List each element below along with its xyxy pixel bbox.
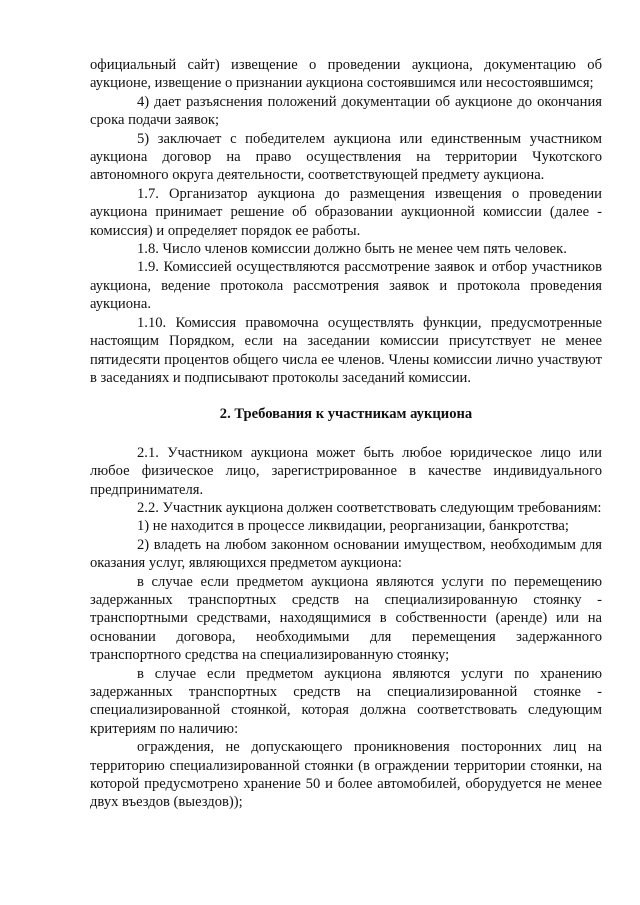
paragraph-2-1: 2.1. Участником аукциона может быть любое юридическое лицо или любое физическое лицо, зарегистрированное в качестве индивидуального предпринимателя.: [90, 444, 602, 498]
paragraph-fencing: ограждения, не допускающего проникновения посторонних лиц на территорию специализированной стоянки (в ограждении территории стоянки, на которой предусмотрено хранение 50 и более автомобилей, оборудуется не менее двух въездов (выездов));: [90, 739, 602, 811]
paragraph-1-9: 1.9. Комиссией осуществляются рассмотрение заявок и отбор участников аукциона, ведение протокола рассмотрения заявок и протокола проведения аукциона.: [90, 259, 602, 313]
paragraph-item-5: 5) заключает с победителем аукциона или единственным участником аукциона договор на право осуществления на территории Чукотского автономного округа деятельности, соответствующей предмету аукциона.: [90, 130, 602, 184]
paragraph-req-1: 1) не находится в процессе ликвидации, реорганизации, банкротства;: [137, 518, 569, 535]
paragraph-1-10: 1.10. Комиссия правомочна осуществлять функции, предусмотренные настоящим Порядком, если на заседании комиссии присутствует не менее пятидесяти процентов общего числа ее членов. Члены комиссии лично участвуют в заседаниях и подписывают протоколы заседаний комиссии.: [90, 314, 602, 386]
section-heading: 2. Требования к участникам аукциона: [219, 406, 473, 423]
paragraph-2-2: 2.2. Участник аукциона должен соответствовать следующим требованиям:: [137, 499, 602, 516]
paragraph-req-2: 2) владеть на любом законном основании имуществом, необходимым для оказания услуг, являющихся предметом аукциона:: [90, 536, 602, 572]
paragraph-storage: в случае если предметом аукциона являются услуги по хранению задержанных транспортных средств на специализированной стоянке - специализированной стоянкой, которая должна соответствовать следующим критериям по наличию:: [90, 665, 602, 737]
paragraph-transport: в случае если предметом аукциона являются услуги по перемещению задержанных транспортных средств на специализированную стоянку - транспортными средствами, находящимися в собственности (аренде) или на основании договора, необходимыми для перемещения задержанного транспортного средства на специализированную стоянку;: [90, 573, 602, 664]
paragraph-1-7: 1.7. Организатор аукциона до размещения извещения о проведении аукциона принимает решение об образовании аукционной комиссии (далее - комиссия) и определяет порядок ее работы.: [90, 185, 602, 239]
document-page: [90, 56, 602, 812]
paragraph-continuation: официальный сайт) извещение о проведении аукциона, документацию об аукционе, извещение о признании аукциона состоявшимся или несостоявшимся;: [90, 57, 602, 92]
paragraph-1-8: 1.8. Число членов комиссии должно быть не менее чем пять человек.: [137, 241, 567, 258]
paragraph-item-4: 4) дает разъяснения положений документации об аукционе до окончания срока подачи заявок;: [90, 93, 602, 129]
